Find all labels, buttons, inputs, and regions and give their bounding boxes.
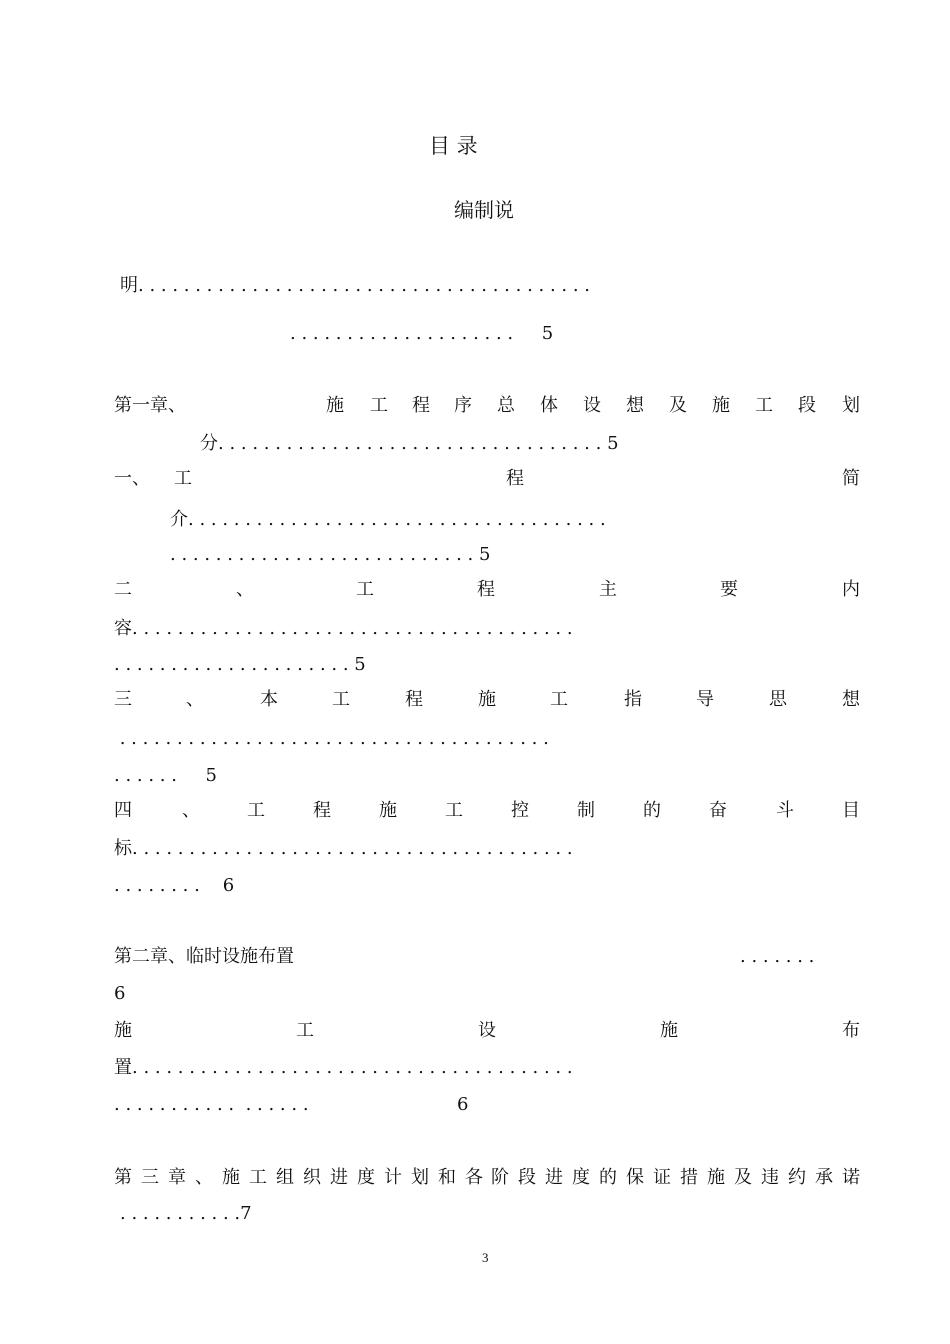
ch1-title-char: 想 (626, 395, 644, 416)
ch1-section-2-char: 二 (114, 579, 132, 600)
ch3-title-char: 组 (276, 1167, 294, 1188)
ch3-title-char: 措 (680, 1167, 698, 1188)
ch3-title-char: 保 (626, 1167, 644, 1188)
toc-title: 目 录 (429, 134, 478, 158)
ch1-section-1-continuation: 介. . . . . . . . . . . . . . . . . . . . . . . . . . . . . . . . . . . . . (170, 509, 606, 530)
ch3-title-char: 三 (141, 1167, 159, 1188)
ch3-title-char: 章 (168, 1167, 186, 1188)
ch1-section-3-char: 、 (186, 689, 204, 710)
ch1-section-4-char: 工 (247, 800, 265, 821)
ch1-section-2-leader: . . . . . . . . . . . . . . . . . . . . . 5 (114, 654, 366, 675)
page-number: 3 (482, 1250, 489, 1265)
intro-line-1: 编制说 (454, 198, 514, 222)
ch1-section-3-char: 想 (842, 689, 860, 710)
ch1-section-4-leader: . . . . . . . . 6 (114, 875, 235, 896)
ch1-section-4-char: 的 (643, 800, 661, 821)
ch3-title-char: 度 (357, 1167, 375, 1188)
ch1-section-4-char: 斗 (776, 800, 794, 821)
ch1-section-4-char: 、 (182, 800, 200, 821)
ch1-section-4-char: 制 (577, 800, 595, 821)
ch1-title-char: 工 (755, 395, 773, 416)
ch1-label: 第一章、 (114, 395, 186, 416)
ch1-section-3-char: 三 (114, 689, 132, 710)
ch1-title-char: 划 (842, 395, 860, 416)
ch1-section-4-char: 程 (313, 800, 331, 821)
ch1-title-char: 序 (454, 395, 472, 416)
ch1-section-3-char: 本 (260, 689, 278, 710)
ch1-title-char: 工 (370, 395, 388, 416)
ch3-title-char: 的 (599, 1167, 617, 1188)
ch3-title-char: 织 (303, 1167, 321, 1188)
ch3-title-char: 工 (249, 1167, 267, 1188)
ch1-section-3-leader-2: . . . . . . 5 (114, 765, 217, 786)
ch1-section-1-char: 工 (174, 468, 192, 489)
ch2-section-1-page: 6 (457, 1094, 469, 1115)
ch1-section-4-char: 目 (842, 800, 860, 821)
ch1-section-1-char: 程 (506, 468, 524, 489)
ch2-page: 6 (114, 983, 126, 1004)
ch3-title-char: 诺 (842, 1167, 860, 1188)
ch3-title-char: 承 (815, 1167, 833, 1188)
ch1-section-4-char: 工 (445, 800, 463, 821)
ch1-section-3-char: 程 (405, 689, 423, 710)
ch1-section-2-char: 要 (720, 579, 738, 600)
ch1-section-3-char: 指 (624, 689, 642, 710)
ch1-title-char: 段 (798, 395, 816, 416)
ch3-title-char: 进 (545, 1167, 563, 1188)
ch3-leader: . . . . . . . . . . .7 (120, 1203, 252, 1224)
ch1-title-char: 设 (583, 395, 601, 416)
ch3-title-char: 第 (114, 1167, 132, 1188)
ch3-title-char: 施 (222, 1167, 240, 1188)
ch3-title-char: 进 (330, 1167, 348, 1188)
ch3-title-char: 划 (411, 1167, 429, 1188)
ch2-section-1-char: 施 (660, 1020, 678, 1041)
ch2-section-1-char: 施 (114, 1020, 132, 1041)
ch1-section-2-continuation: 容. . . . . . . . . . . . . . . . . . . . . . . . . . . . . . . . . . . . . . . (114, 618, 573, 639)
ch1-title-char: 体 (540, 395, 558, 416)
ch1-section-3-char: 工 (332, 689, 350, 710)
ch1-section-2-char: 内 (842, 579, 860, 600)
ch3-title-char: 阶 (491, 1167, 509, 1188)
ch1-section-4-char: 控 (511, 800, 529, 821)
ch1-section-4-char: 四 (114, 800, 132, 821)
ch3-title-char: 施 (707, 1167, 725, 1188)
ch1-section-3-char: 施 (478, 689, 496, 710)
intro-line-2: 明. . . . . . . . . . . . . . . . . . . . . . . . . . . . . . . . . . . . . . . . (120, 275, 591, 296)
ch1-section-3-char: 导 (696, 689, 714, 710)
ch2-label: 第二章、临时设施布置 (114, 946, 294, 967)
ch1-section-3-char: 工 (550, 689, 568, 710)
ch3-title-char: 段 (518, 1167, 536, 1188)
ch2-section-1-char: 设 (478, 1020, 496, 1041)
ch1-section-1-leader: . . . . . . . . . . . . . . . . . . . . . . . . . . . 5 (170, 544, 491, 565)
ch3-title-char: 及 (734, 1167, 752, 1188)
ch1-title-char: 程 (412, 395, 430, 416)
ch1-title-char: 总 (497, 395, 515, 416)
ch3-title-char: 违 (761, 1167, 779, 1188)
ch1-section-1-char: 一、 (114, 468, 150, 489)
ch2-section-1-char: 布 (842, 1020, 860, 1041)
ch1-section-2-char: 程 (477, 579, 495, 600)
ch2-leader: . . . . . . . (740, 946, 815, 967)
ch3-title-char: 各 (465, 1167, 483, 1188)
ch1-section-3-leader-1: . . . . . . . . . . . . . . . . . . . . . . . . . . . . . . . . . . . . . . (114, 728, 549, 749)
ch2-section-1-char: 工 (296, 1020, 314, 1041)
ch1-section-2-char: 工 (356, 579, 374, 600)
ch1-section-4-continuation: 标. . . . . . . . . . . . . . . . . . . . . . . . . . . . . . . . . . . . . . . (114, 838, 573, 859)
ch3-title-char: 约 (788, 1167, 806, 1188)
ch3-title-char: 计 (384, 1167, 402, 1188)
ch3-title-char: 和 (438, 1167, 456, 1188)
ch1-title-char: 及 (669, 395, 687, 416)
ch1-section-4-char: 施 (379, 800, 397, 821)
ch1-title-char: 施 (326, 395, 344, 416)
ch1-section-3-char: 思 (769, 689, 787, 710)
ch2-section-1-continuation: 置. . . . . . . . . . . . . . . . . . . . . . . . . . . . . . . . . . . . . . . (114, 1057, 573, 1078)
ch1-section-1-char: 简 (842, 468, 860, 489)
ch3-title-char: 、 (195, 1167, 213, 1188)
ch3-title-char: 度 (572, 1167, 590, 1188)
ch1-section-4-char: 奋 (709, 800, 727, 821)
ch1-continuation: 分. . . . . . . . . . . . . . . . . . . . . . . . . . . . . . . . . . 5 (200, 433, 619, 454)
intro-line-3: . . . . . . . . . . . . . . . . . . . . 5 (290, 323, 554, 344)
ch1-title-char: 施 (712, 395, 730, 416)
ch1-section-2-char: 主 (599, 579, 617, 600)
ch2-section-1-leader: . . . . . . . . . . . . . . . . . (114, 1094, 309, 1115)
ch3-title-char: 证 (653, 1167, 671, 1188)
ch1-section-2-char: 、 (236, 579, 254, 600)
